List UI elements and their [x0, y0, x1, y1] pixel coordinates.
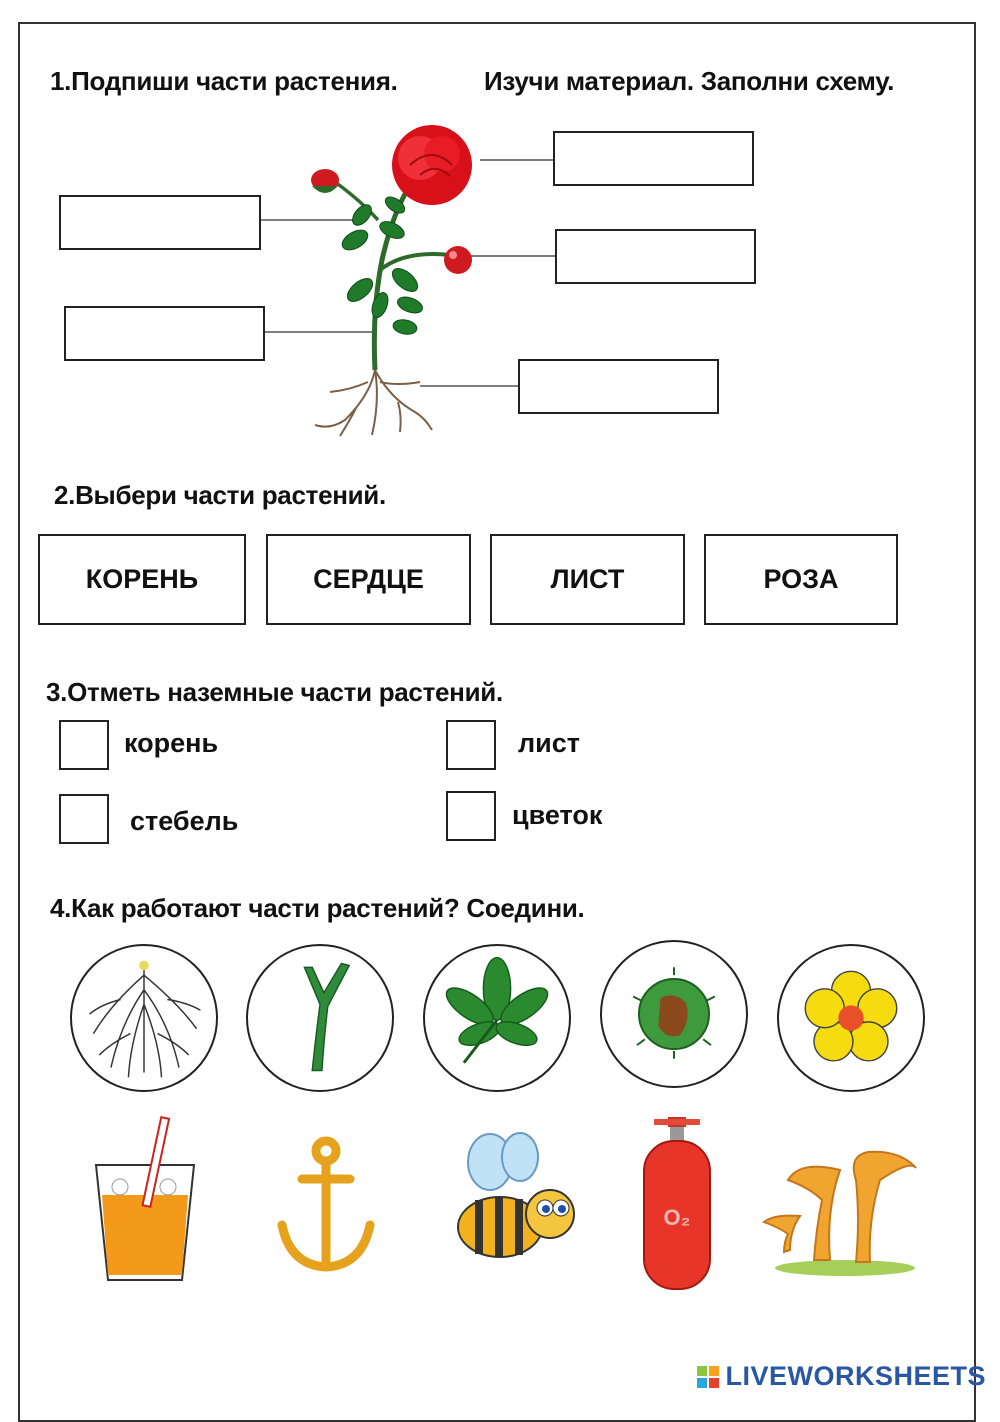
- mushrooms-icon[interactable]: [760, 1130, 922, 1278]
- option-leaf-label: лист: [518, 728, 580, 758]
- rose-diagram: [0, 120, 1000, 450]
- choice-leaf[interactable]: ЛИСТ: [490, 534, 685, 625]
- option-flower-label: цветок: [512, 800, 603, 830]
- choice-heart[interactable]: СЕРДЦЕ: [266, 534, 471, 625]
- oxygen-label: O₂: [663, 1205, 691, 1230]
- liveworksheets-logo: [697, 1361, 986, 1392]
- oxygen-tank-icon[interactable]: [640, 1115, 715, 1293]
- liveworksheets-logo-text: LIVEWORKSHEETS: [725, 1361, 986, 1391]
- task4-title: 4.Как работают части растений? Соедини.: [50, 893, 585, 923]
- bee-icon[interactable]: [445, 1132, 580, 1282]
- label-box-root[interactable]: [518, 359, 719, 414]
- task1-instruction: Изучи материал. Заполни схему.: [484, 66, 895, 96]
- task1-title: 1.Подпиши части растения.: [50, 66, 398, 96]
- choice-root[interactable]: КОРЕНЬ: [38, 534, 246, 625]
- task3-title: 3.Отметь наземные части растений.: [46, 677, 503, 707]
- stem-icon[interactable]: [246, 944, 394, 1092]
- checkbox-root[interactable]: [59, 720, 109, 770]
- rose-flower: [392, 125, 472, 205]
- chestnut-fruit-icon[interactable]: [600, 940, 748, 1088]
- label-box-flower[interactable]: [553, 131, 754, 186]
- checkbox-flower[interactable]: [446, 791, 496, 841]
- juice-glass-icon[interactable]: [90, 1115, 200, 1285]
- option-root-label: корень: [124, 728, 219, 758]
- option-stem-label: стебель: [130, 806, 239, 836]
- checkbox-leaf[interactable]: [446, 720, 496, 770]
- leaf-icon[interactable]: [423, 944, 571, 1092]
- anchor-icon[interactable]: [272, 1135, 380, 1277]
- label-box-stem[interactable]: [64, 306, 265, 361]
- liveworksheets-logo-icon: [697, 1364, 721, 1390]
- choice-rose[interactable]: РОЗА: [704, 534, 898, 625]
- rose-roots: [315, 370, 432, 436]
- flower-icon[interactable]: [777, 944, 925, 1092]
- label-box-fruit[interactable]: [555, 229, 756, 284]
- roots-icon[interactable]: [70, 944, 218, 1092]
- checkbox-stem[interactable]: [59, 794, 109, 844]
- label-box-bud[interactable]: [59, 195, 261, 250]
- task2-title: 2.Выбери части растений.: [54, 480, 386, 510]
